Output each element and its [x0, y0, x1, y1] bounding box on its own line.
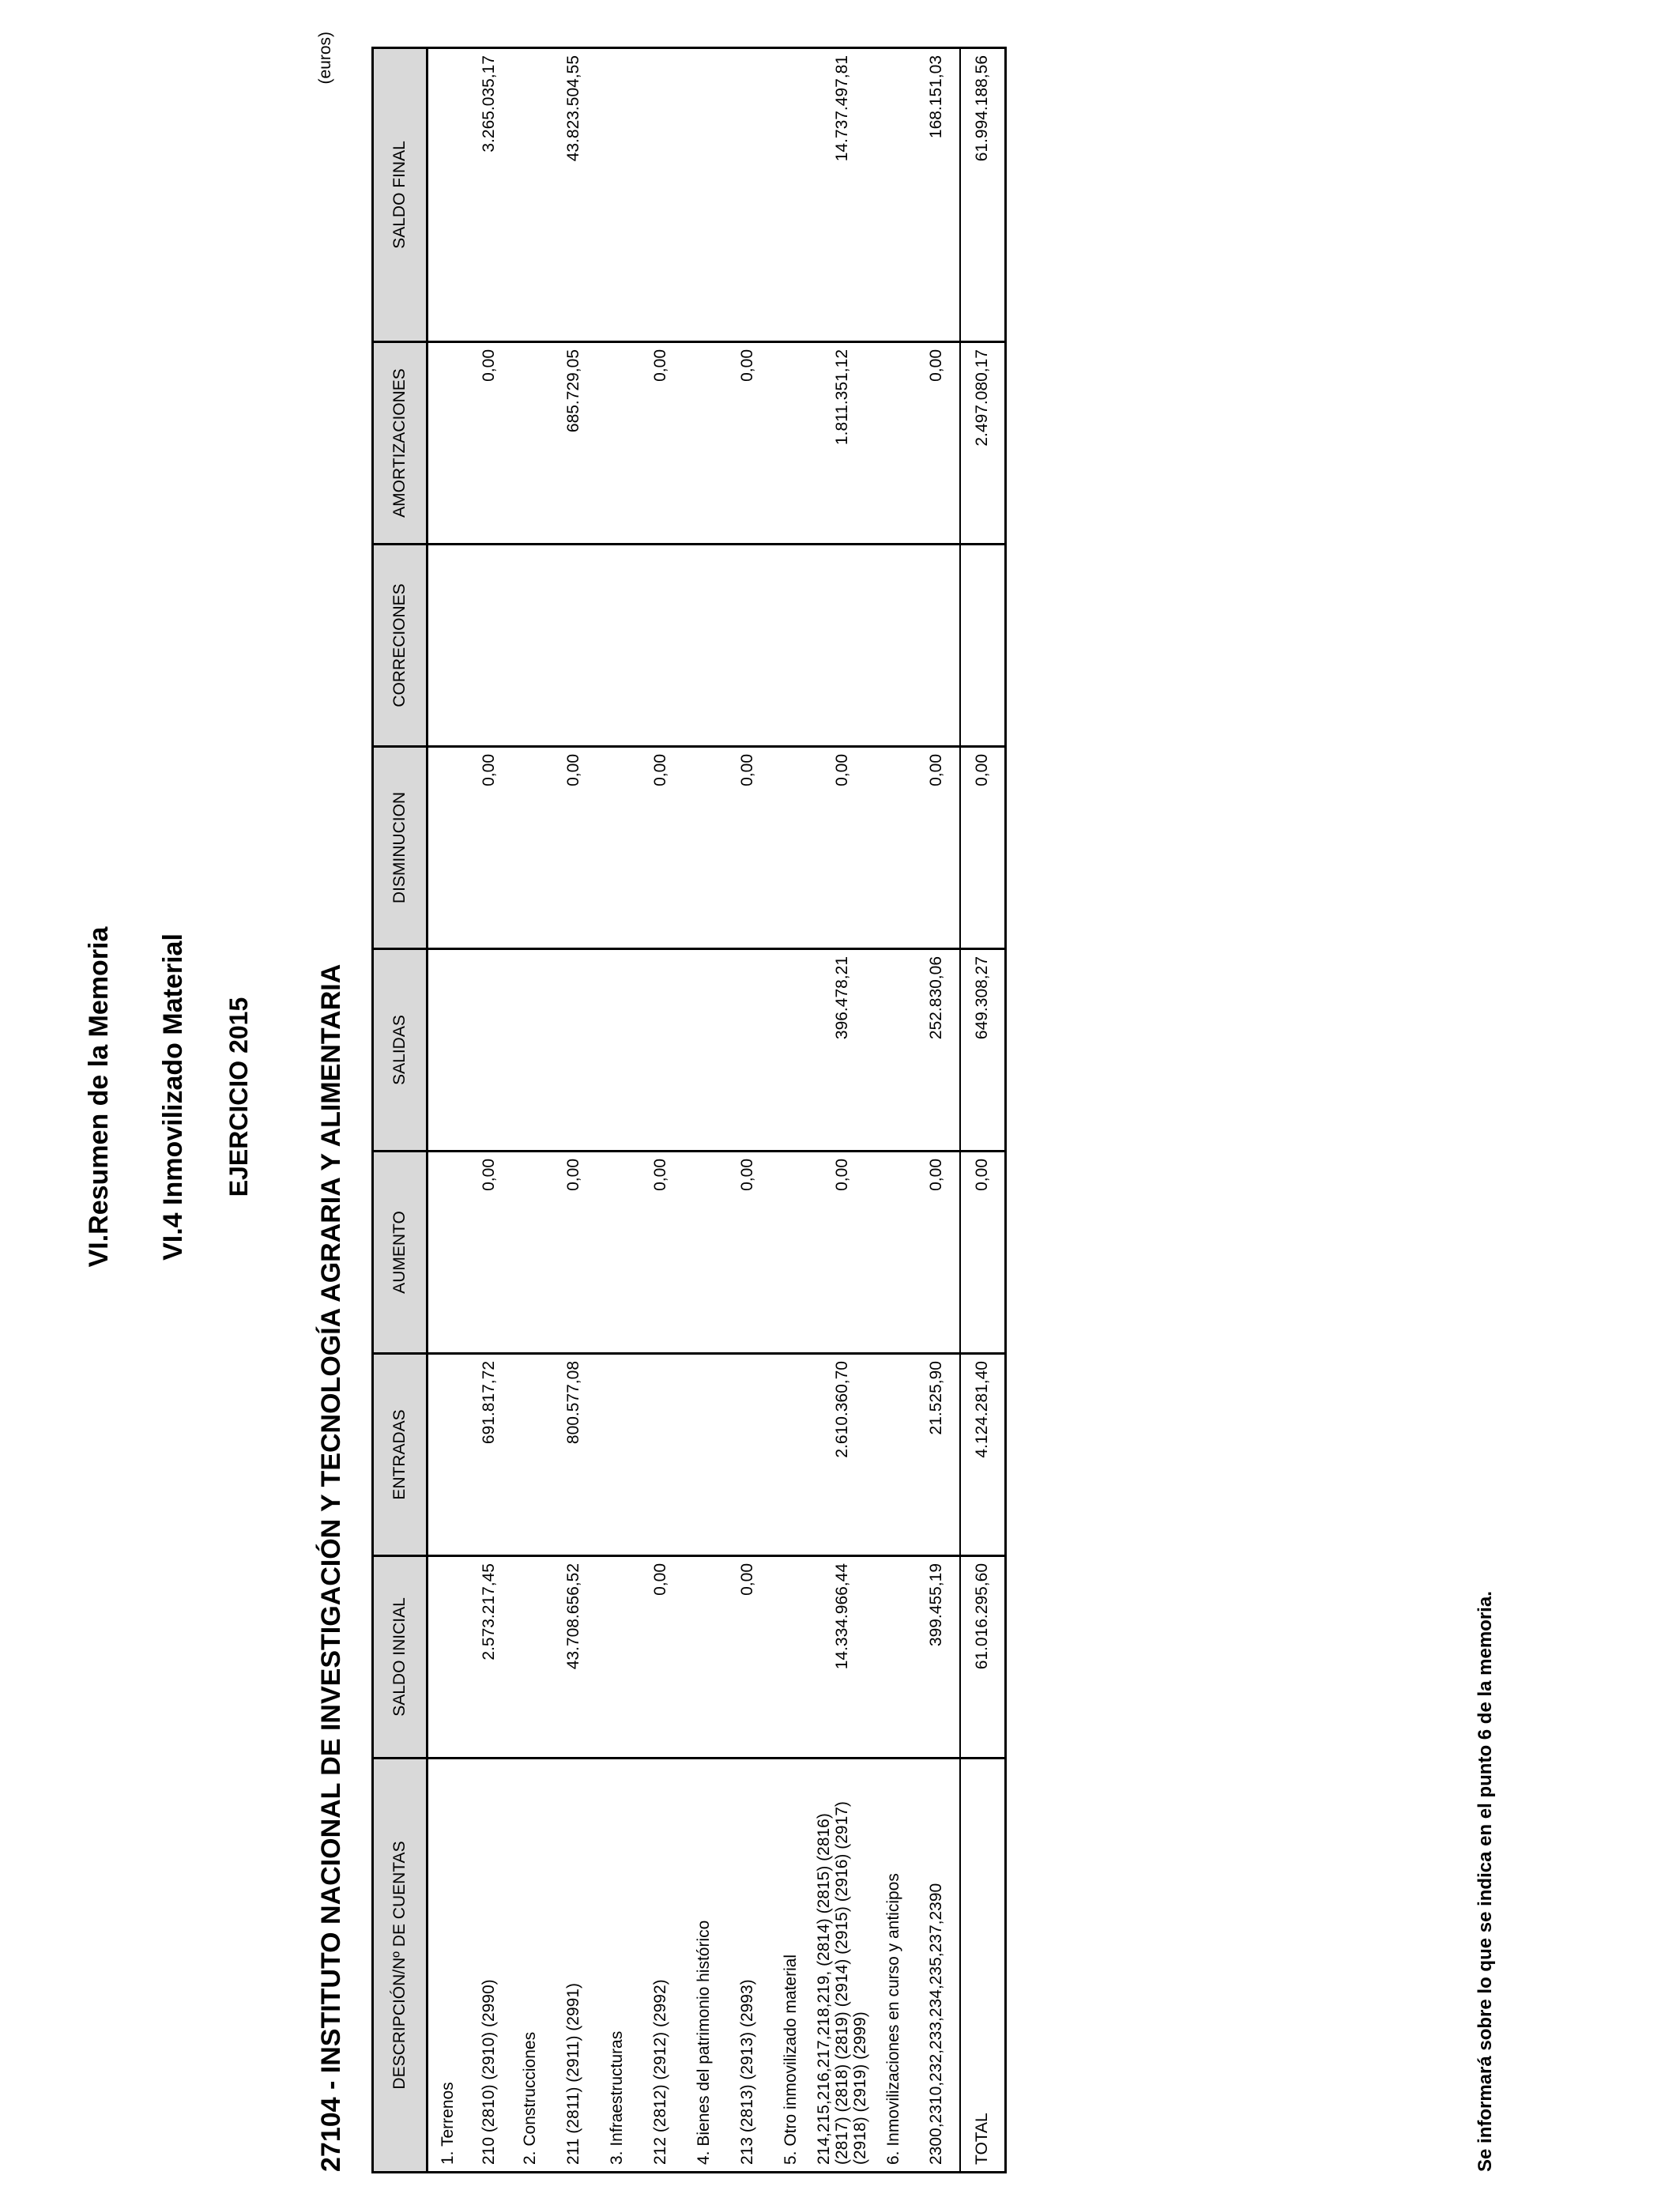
cell-saldo-final	[725, 48, 770, 342]
cell-aumento	[428, 1152, 469, 1354]
cell-aumento: 0,00	[725, 1152, 770, 1354]
table-row	[914, 48, 960, 2173]
fiscal-year-title: EJERCICIO 2015	[224, 997, 253, 1197]
cell-descripcion: 214,215,216,217,218,219, (2814) (2815) (2816) (2817) (2818) (2819) (2914) (2915) (2916) (2917) (2918) (2919) (2999)	[812, 1759, 873, 2173]
cell-entradas: 2.610.360,70	[812, 1354, 873, 1556]
cell-amortizaciones	[873, 342, 914, 545]
cell-entradas: 21.525,90	[914, 1354, 960, 1556]
table-row	[684, 48, 725, 2173]
table-row	[510, 48, 551, 2173]
table-row	[725, 48, 770, 2173]
cell-salidas: 649.308,27	[960, 949, 1006, 1152]
cell-aumento: 0,00	[914, 1152, 960, 1354]
cell-amortizaciones	[770, 342, 812, 545]
cell-correciones	[551, 545, 597, 747]
cell-aumento: 0,00	[551, 1152, 597, 1354]
cell-saldo-inicial	[428, 1556, 469, 1759]
cell-entradas	[510, 1354, 551, 1556]
cell-saldo-inicial	[873, 1556, 914, 1759]
cell-amortizaciones: 1.811.351,12	[812, 342, 873, 545]
cell-salidas	[725, 949, 770, 1152]
cell-entradas	[428, 1354, 469, 1556]
section-title: VI.4 Inmovilizado Material	[158, 933, 188, 1261]
cell-entradas: 4.124.281,40	[960, 1354, 1006, 1556]
table-row	[638, 48, 684, 2173]
cell-saldo-final	[428, 48, 469, 342]
cell-disminucion	[428, 747, 469, 949]
cell-descripcion: TOTAL	[960, 1759, 1006, 2173]
cell-amortizaciones: 2.497.080,17	[960, 342, 1006, 545]
cell-entradas	[725, 1354, 770, 1556]
cell-entradas	[597, 1354, 638, 1556]
cell-amortizaciones: 0,00	[638, 342, 684, 545]
table-row	[770, 48, 812, 2173]
cell-disminucion	[597, 747, 638, 949]
cell-amortizaciones	[684, 342, 725, 545]
report-title: VI.Resumen de la Memoria	[84, 926, 114, 1268]
table-row	[873, 48, 914, 2173]
table-row	[597, 48, 638, 2173]
cell-entradas: 800.577,08	[551, 1354, 597, 1556]
column-header-saldo-inicial: SALDO INICIAL	[373, 1556, 428, 1759]
cell-salidas	[597, 949, 638, 1152]
cell-salidas	[428, 949, 469, 1152]
cell-disminucion: 0,00	[469, 747, 510, 949]
cell-correciones	[770, 545, 812, 747]
cell-disminucion: 0,00	[812, 747, 873, 949]
cell-salidas	[684, 949, 725, 1152]
cell-saldo-inicial	[597, 1556, 638, 1759]
cell-saldo-final	[873, 48, 914, 342]
cell-correciones	[960, 545, 1006, 747]
cell-saldo-final	[597, 48, 638, 342]
cell-salidas	[638, 949, 684, 1152]
column-header-aumento: AUMENTO	[373, 1152, 428, 1354]
cell-salidas	[469, 949, 510, 1152]
cell-saldo-inicial: 0,00	[638, 1556, 684, 1759]
cell-aumento	[873, 1152, 914, 1354]
cell-saldo-final: 3.265.035,17	[469, 48, 510, 342]
cell-descripcion: 2300,2310,232,233,234,235,237,2390	[914, 1759, 960, 2173]
cell-salidas	[510, 949, 551, 1152]
table-row	[428, 48, 469, 2173]
cell-descripcion: 4. Bienes del patrimonio histórico	[684, 1759, 725, 2173]
table-row	[812, 48, 873, 2173]
cell-aumento	[770, 1152, 812, 1354]
cell-descripcion: 213 (2813) (2913) (2993)	[725, 1759, 770, 2173]
cell-saldo-final	[684, 48, 725, 342]
cell-descripcion: 5. Otro inmovilizado material	[770, 1759, 812, 2173]
table-body	[428, 48, 1006, 2173]
footer-note: Se informará sobre lo que se indica en el punto 6 de la memoria.	[1475, 1591, 1496, 2172]
cell-disminucion: 0,00	[914, 747, 960, 949]
cell-saldo-inicial	[770, 1556, 812, 1759]
cell-saldo-inicial: 61.016.295,60	[960, 1556, 1006, 1759]
cell-correciones	[428, 545, 469, 747]
cell-descripcion: 210 (2810) (2910) (2990)	[469, 1759, 510, 2173]
table-row	[551, 48, 597, 2173]
cell-salidas: 396.478,21	[812, 949, 873, 1152]
fixed-assets-table	[371, 47, 1007, 2173]
cell-entradas: 691.817,72	[469, 1354, 510, 1556]
cell-saldo-final	[638, 48, 684, 342]
cell-saldo-inicial: 43.708.656,52	[551, 1556, 597, 1759]
column-header-entradas: ENTRADAS	[373, 1354, 428, 1556]
cell-disminucion	[873, 747, 914, 949]
cell-salidas	[551, 949, 597, 1152]
cell-entradas	[684, 1354, 725, 1556]
cell-salidas: 252.830,06	[914, 949, 960, 1152]
cell-amortizaciones	[428, 342, 469, 545]
cell-aumento: 0,00	[812, 1152, 873, 1354]
cell-descripcion: 3. Infraestructuras	[597, 1759, 638, 2173]
cell-saldo-inicial: 2.573.217,45	[469, 1556, 510, 1759]
cell-salidas	[873, 949, 914, 1152]
cell-disminucion	[510, 747, 551, 949]
cell-correciones	[914, 545, 960, 747]
cell-salidas	[770, 949, 812, 1152]
cell-amortizaciones: 0,00	[469, 342, 510, 545]
cell-disminucion	[684, 747, 725, 949]
cell-saldo-final	[770, 48, 812, 342]
cell-correciones	[812, 545, 873, 747]
cell-aumento: 0,00	[960, 1152, 1006, 1354]
cell-aumento: 0,00	[638, 1152, 684, 1354]
cell-aumento	[684, 1152, 725, 1354]
cell-disminucion: 0,00	[551, 747, 597, 949]
cell-saldo-inicial: 14.334.966,44	[812, 1556, 873, 1759]
currency-unit-label: (euros)	[316, 32, 334, 85]
table-header-row	[373, 48, 428, 2173]
cell-saldo-final: 43.823.504,55	[551, 48, 597, 342]
cell-correciones	[873, 545, 914, 747]
cell-correciones	[684, 545, 725, 747]
table-total-row	[960, 48, 1006, 2173]
column-header-correciones: CORRECIONES	[373, 545, 428, 747]
cell-saldo-final: 14.737.497,81	[812, 48, 873, 342]
cell-disminucion: 0,00	[960, 747, 1006, 949]
cell-disminucion	[770, 747, 812, 949]
cell-descripcion: 212 (2812) (2912) (2992)	[638, 1759, 684, 2173]
entity-title: 27104 - INSTITUTO NACIONAL DE INVESTIGACIÓN Y TECNOLOGÍA AGRARIA Y ALIMENTARIA	[316, 963, 346, 2172]
cell-correciones	[725, 545, 770, 747]
cell-aumento: 0,00	[469, 1152, 510, 1354]
cell-amortizaciones: 0,00	[725, 342, 770, 545]
cell-disminucion: 0,00	[725, 747, 770, 949]
column-header-descripcion: DESCRIPCIÓN/Nº DE CUENTAS	[373, 1759, 428, 2173]
cell-aumento	[510, 1152, 551, 1354]
cell-descripcion: 211 (2811) (2911) (2991)	[551, 1759, 597, 2173]
column-header-amortizaciones: AMORTIZACIONES	[373, 342, 428, 545]
cell-entradas	[873, 1354, 914, 1556]
cell-saldo-inicial: 399.455,19	[914, 1556, 960, 1759]
column-header-saldo-final: SALDO FINAL	[373, 48, 428, 342]
table-row	[469, 48, 510, 2173]
cell-entradas	[638, 1354, 684, 1556]
cell-saldo-inicial	[510, 1556, 551, 1759]
cell-entradas	[770, 1354, 812, 1556]
cell-saldo-inicial: 0,00	[725, 1556, 770, 1759]
cell-amortizaciones	[510, 342, 551, 545]
cell-descripcion: 2. Construcciones	[510, 1759, 551, 2173]
cell-saldo-final: 61.994.188,56	[960, 48, 1006, 342]
cell-correciones	[469, 545, 510, 747]
cell-amortizaciones: 0,00	[914, 342, 960, 545]
cell-descripcion: 1. Terrenos	[428, 1759, 469, 2173]
cell-aumento	[597, 1152, 638, 1354]
cell-correciones	[597, 545, 638, 747]
cell-amortizaciones: 685.729,05	[551, 342, 597, 545]
cell-saldo-final: 168.151,03	[914, 48, 960, 342]
cell-saldo-final	[510, 48, 551, 342]
column-header-disminucion: DISMINUCION	[373, 747, 428, 949]
cell-disminucion: 0,00	[638, 747, 684, 949]
cell-correciones	[510, 545, 551, 747]
column-header-salidas: SALIDAS	[373, 949, 428, 1152]
cell-correciones	[638, 545, 684, 747]
cell-descripcion: 6. Inmovilizaciones en curso y anticipos	[873, 1759, 914, 2173]
cell-amortizaciones	[597, 342, 638, 545]
cell-saldo-inicial	[684, 1556, 725, 1759]
